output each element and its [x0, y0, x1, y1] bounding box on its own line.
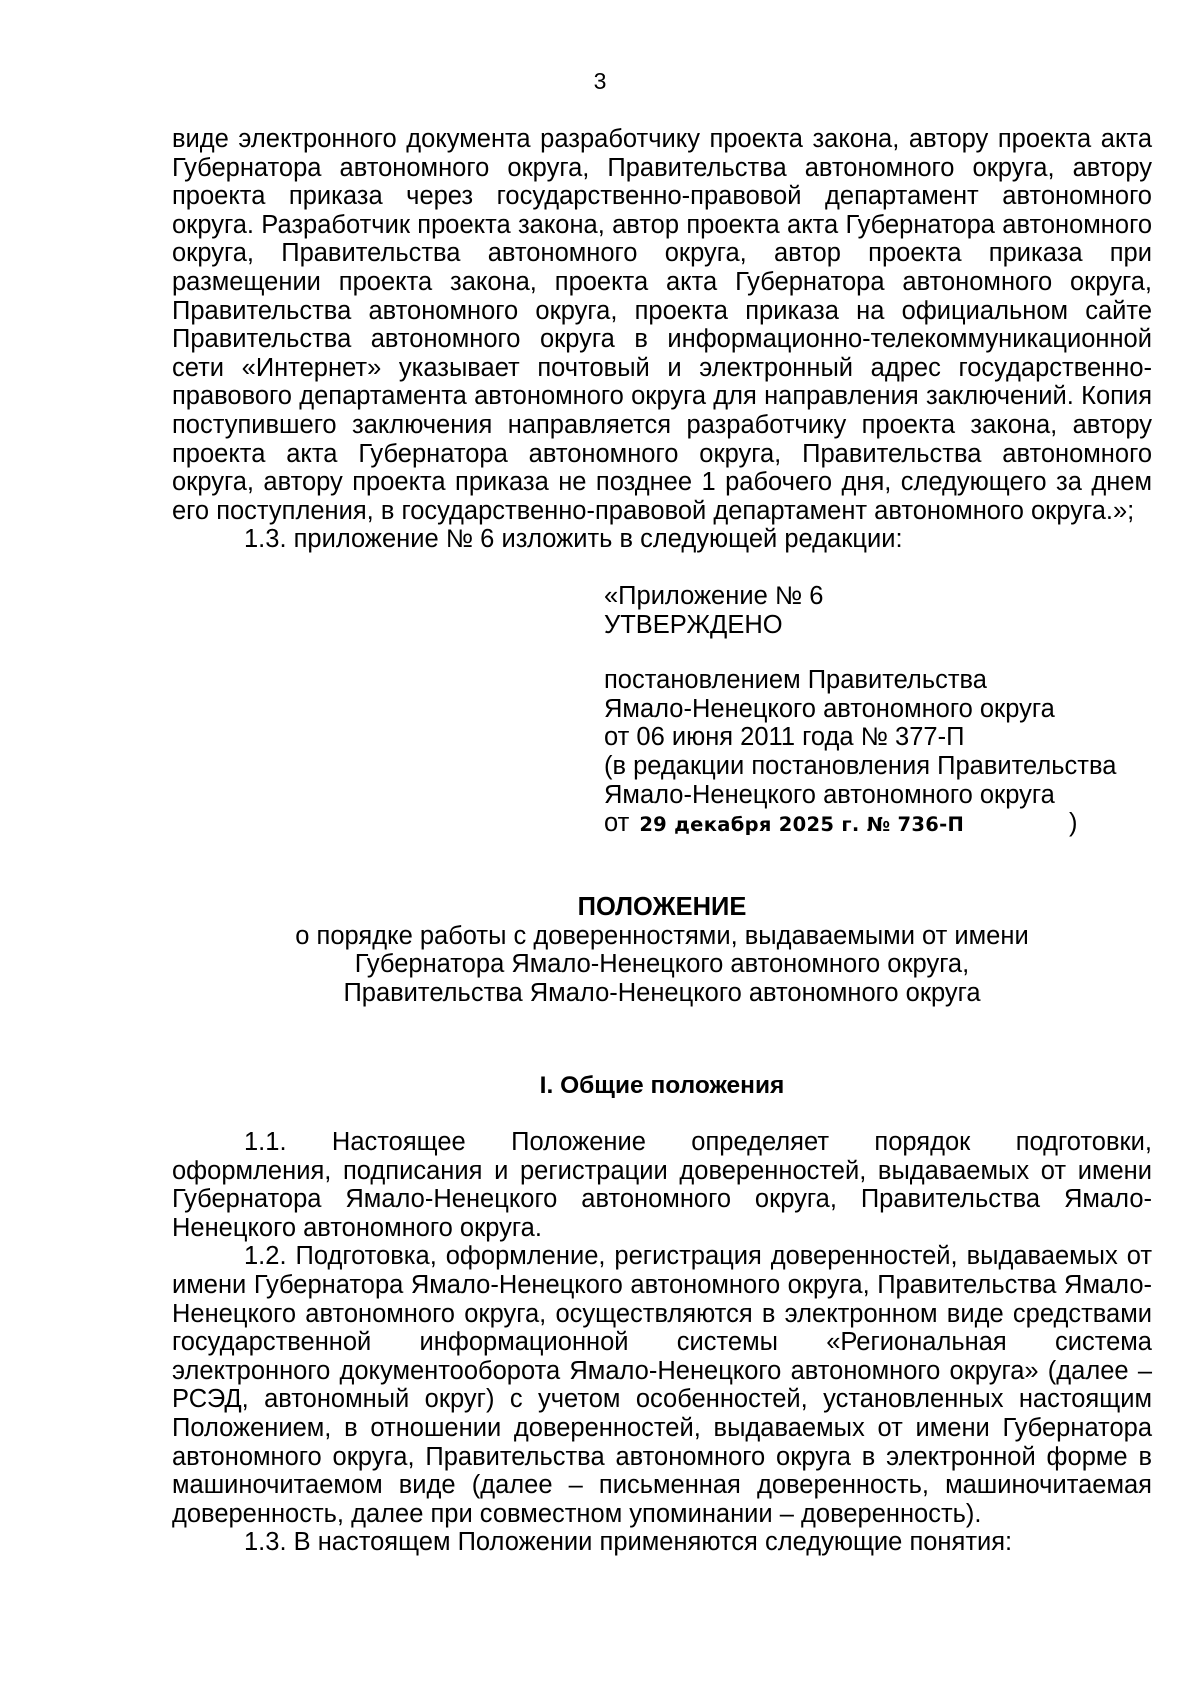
- amendment-item-1-3: 1.3. приложение № 6 изложить в следующей редакции:: [244, 525, 903, 554]
- page-number: 3: [593, 68, 607, 94]
- date-close-paren: ): [1069, 809, 1078, 838]
- approval-line-5: Ямало-Ненецкого автономного округа: [604, 780, 1055, 809]
- date-prefix: от: [604, 809, 630, 838]
- approved-label: УТВЕРЖДЕНО: [604, 610, 783, 639]
- approval-date-line: [604, 809, 1164, 840]
- intro-paragraph: виде электронного документа разработчику проекта закона, автору проекта акта Губернатора автономного округа, Правительства автономного округа, автору проекта приказа через государственно-правовой департамент автономного округа. Разработчик проекта закона, автор проекта акта Губернатора автономного округа, Правительства автономного округа, автор проекта приказа при размещении проекта закона, проекта акта Губернатора автономного округа, Правительства автономного округа, проекта приказа на официальном сайте Правительства автономного округа в информационно-телекоммуникационной сети «Интернет» указывает почтовый и электронный адрес государственно-правового департамента автономного округа для направления заключений. Копия поступившего заключения направляется разработчику проекта закона, автору проекта акта Губернатора автономного округа, Правительства автономного округа, автору проекта приказа не позднее 1 рабочего дня, следующего за днем его поступления, в государственно-правовой департамент автономного округа.»;: [172, 125, 1152, 525]
- appendix-label: «Приложение № 6: [604, 582, 824, 610]
- date-stamp: 29 декабря 2025 г. № 736-П: [639, 813, 965, 837]
- document-subtitle-line-1: о порядке работы с доверенностями, выдаваемыми от имени: [295, 921, 1029, 950]
- document-title: ПОЛОЖЕНИЕ: [577, 893, 747, 921]
- body-text: [172, 1128, 1152, 1557]
- approval-line-1: постановлением Правительства: [604, 666, 987, 695]
- intro-text: [172, 125, 1152, 554]
- document-subtitle-line-3: Правительства Ямало-Ненецкого автономного округа: [343, 978, 981, 1007]
- section-title: I. Общие положения: [539, 1072, 785, 1099]
- paragraph-1-3: 1.3. В настоящем Положении применяются следующие понятия:: [244, 1528, 1013, 1557]
- approval-line-4: (в редакции постановления Правительства: [604, 751, 1117, 780]
- paragraph-1-1-lead: 1.1. Настоящее Положение определяет порядок подготовки,: [244, 1128, 1152, 1156]
- document-title-block: [172, 893, 1152, 1007]
- paragraph-1-2: 1.2. Подготовка, оформление, регистрация доверенностей, выдаваемых от имени Губернатора Ямало-Ненецкого автономного округа, Правительства Ямало-Ненецкого автономного округа, осуществляются в электронном виде средствами государственной информационной системы «Региональная система электронного документооборота Ямало-Ненецкого автономного округа» (далее – РСЭД, автономный округ) с учетом особенностей, установленных настоящим Положением, в отношении доверенностей, выдаваемых от имени Губернатора автономного округа, Правительства автономного округа в электронной форме в машиночитаемом виде (далее – письменная доверенность, машиночитаемая доверенность, далее при совместном упоминании – доверенность).: [172, 1242, 1152, 1528]
- paragraph-1-1-rest: оформления, подписания и регистрации доверенностей, выдаваемых от имени Губернатора Ямало-Ненецкого автономного округа, Правительства Ямало-Ненецкого автономного округа.: [172, 1156, 1152, 1242]
- approval-block: [604, 582, 1164, 840]
- approval-line-3: от 06 июня 2011 года № 377-П: [604, 723, 965, 752]
- paragraph-1-1-first-line: [172, 1128, 1152, 1157]
- document-subtitle-line-2: Губернатора Ямало-Ненецкого автономного округа,: [354, 950, 970, 979]
- approval-line-2: Ямало-Ненецкого автономного округа: [604, 694, 1055, 723]
